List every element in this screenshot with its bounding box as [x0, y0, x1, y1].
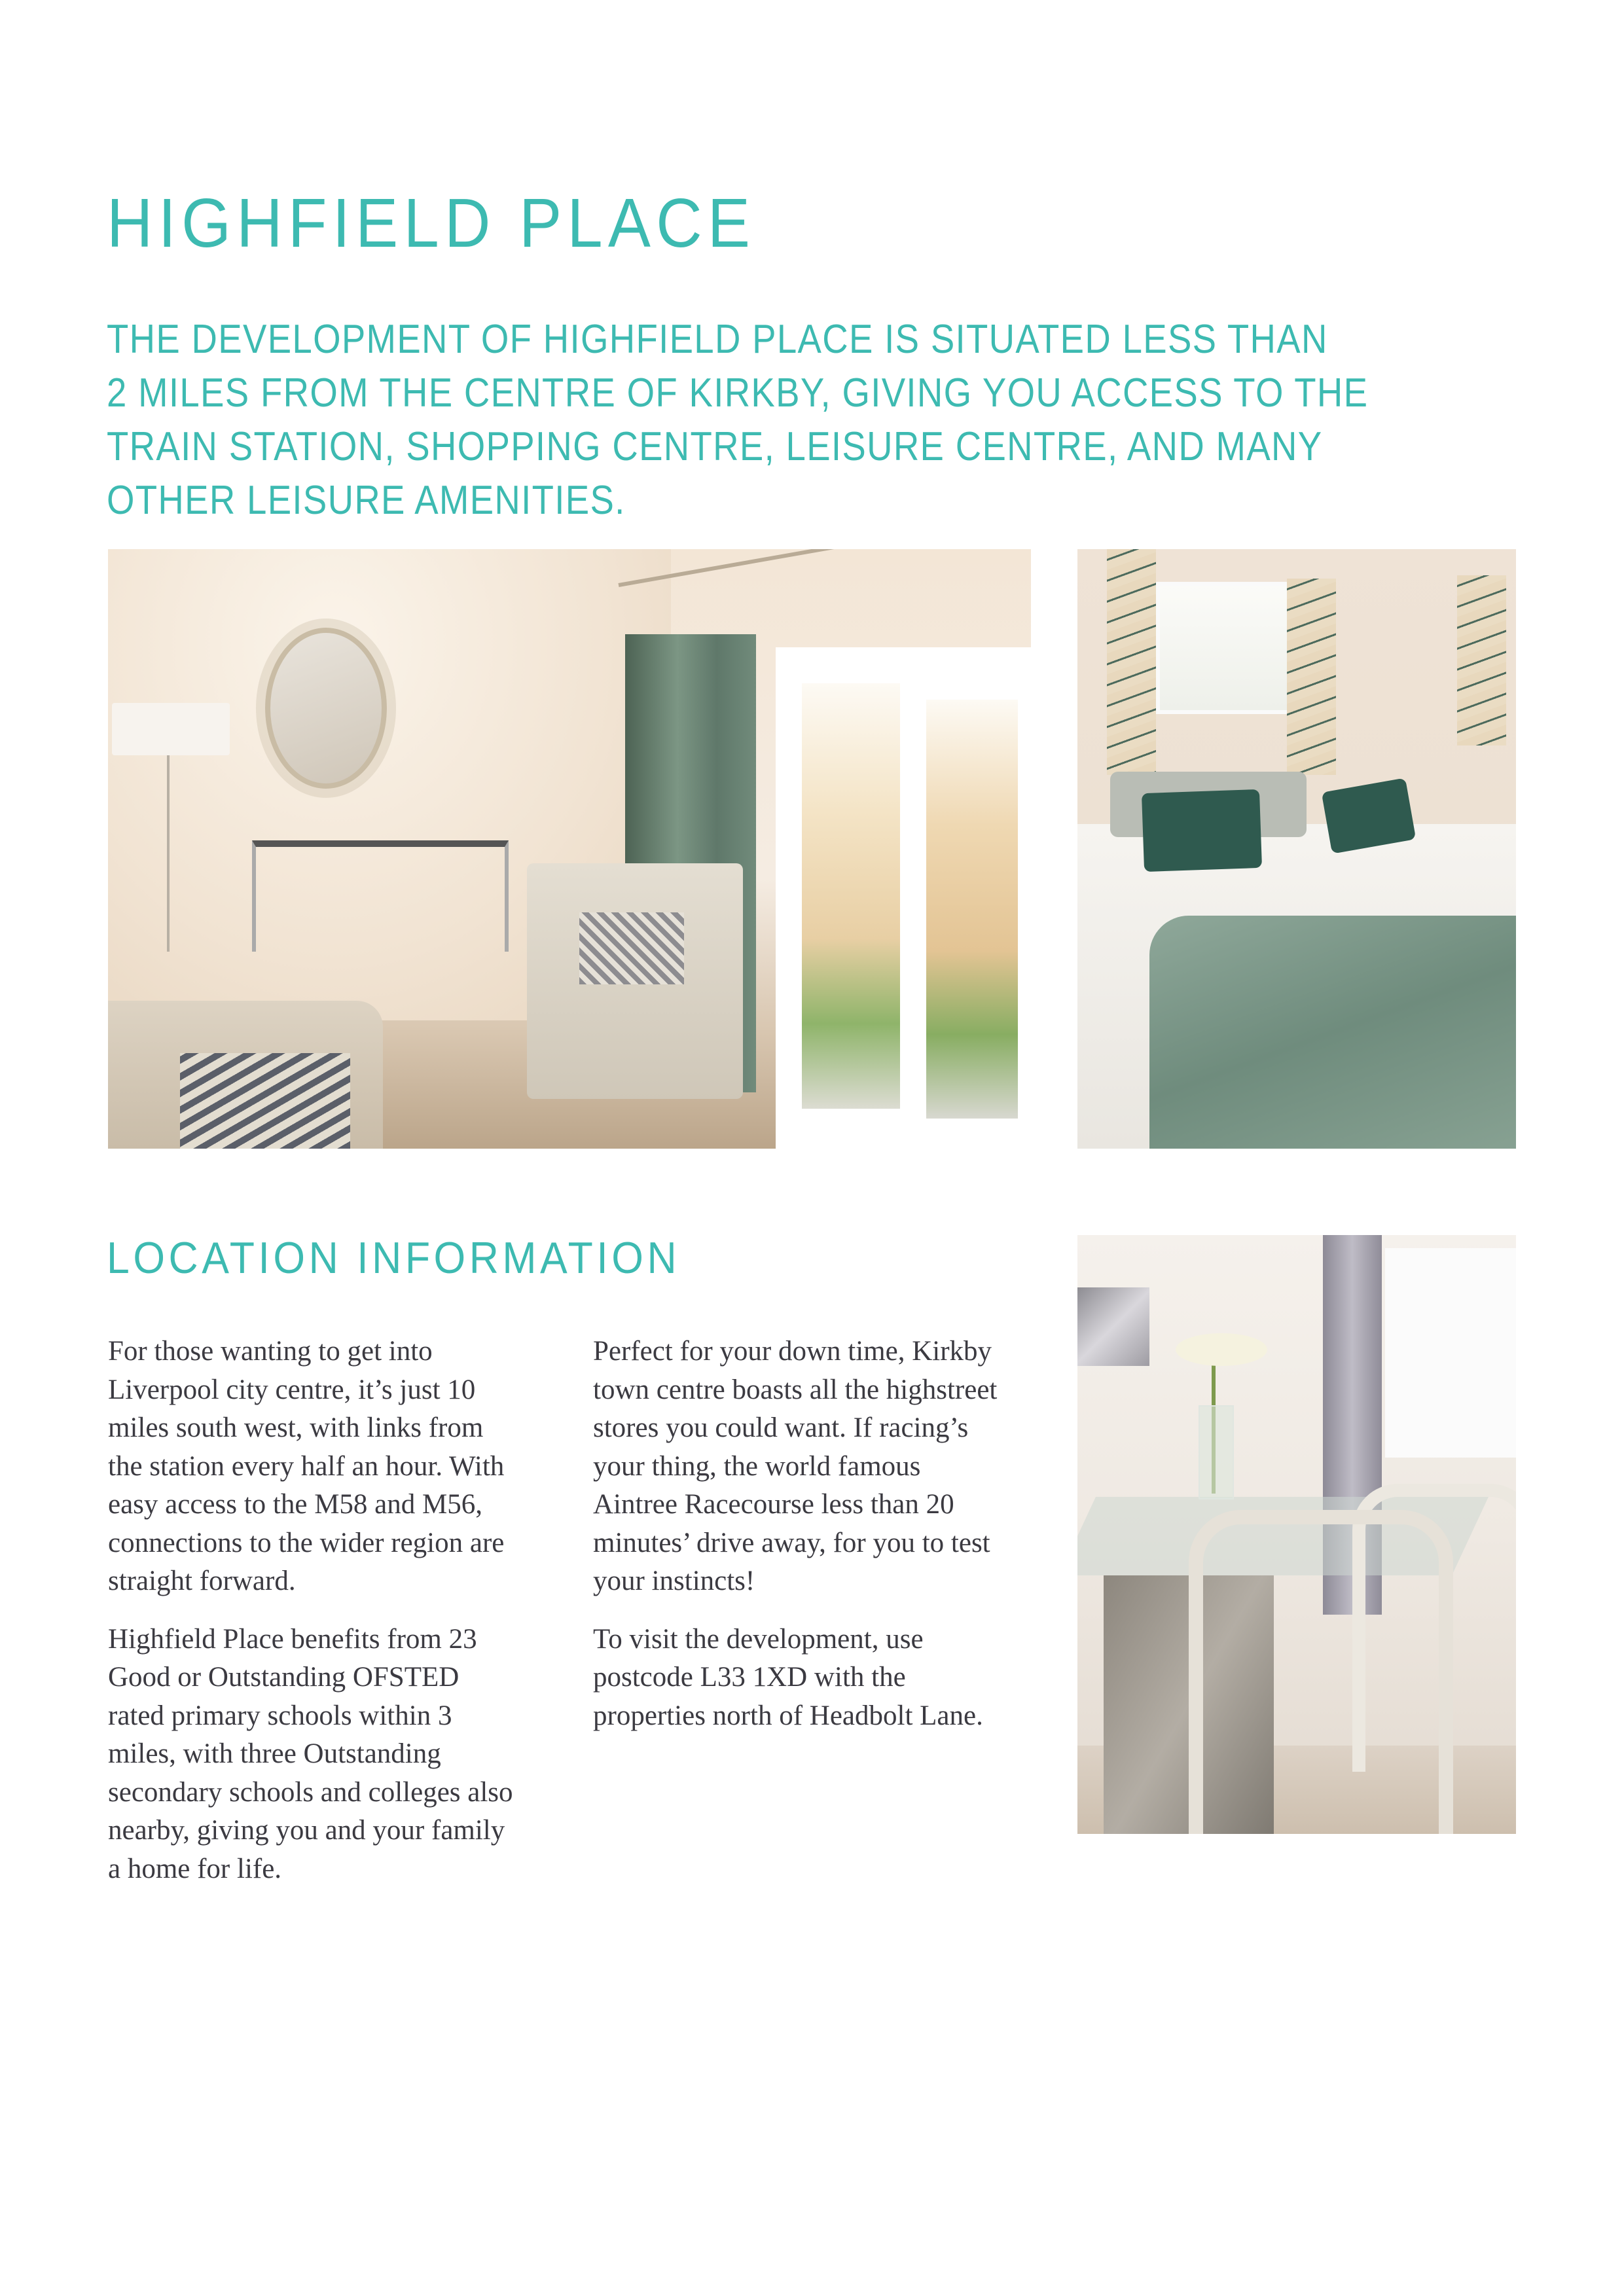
text-line: Highfield Place benefits from 23 [108, 1623, 477, 1655]
dining-chair [1189, 1510, 1453, 1834]
text-column-right [593, 1333, 1051, 1755]
intro-line: OTHER LEISURE AMENITIES. [107, 478, 626, 523]
text-line: the station every half an hour. With [108, 1450, 505, 1482]
text-line: stores you could want. If racing’s [593, 1412, 969, 1443]
text-line: To visit the development, use [593, 1623, 924, 1655]
floral-curtain [1287, 579, 1336, 775]
section-heading: LOCATION INFORMATION [107, 1233, 681, 1283]
paragraph [593, 1333, 1051, 1601]
text-line: straight forward. [108, 1566, 296, 1596]
text-line: properties north of Headbolt Lane. [593, 1700, 983, 1731]
text-line: easy access to the M58 and M56, [108, 1489, 482, 1520]
flowers [1176, 1333, 1267, 1366]
living-room-photo [108, 549, 1031, 1149]
paragraph [593, 1621, 1051, 1736]
teal-cushion [1142, 789, 1262, 872]
text-line: secondary schools and colleges also [108, 1776, 513, 1808]
text-line: town centre boasts all the highstreet [593, 1374, 998, 1405]
text-line: miles south west, with links from [108, 1412, 484, 1443]
text-line: Liverpool city centre, it’s just 10 [108, 1374, 476, 1405]
intro-paragraph [107, 313, 1374, 528]
bedroom-photo [1077, 549, 1516, 1149]
console-table [252, 840, 509, 952]
floral-curtain [1457, 575, 1506, 745]
text-line: Aintree Racecourse less than 20 [593, 1489, 954, 1520]
mirror [265, 628, 387, 789]
wall-art [1077, 1287, 1149, 1366]
text-column-left [108, 1333, 566, 1908]
vase [1199, 1405, 1234, 1499]
dining-room-photo [1077, 1235, 1516, 1834]
floor-lamp-stand [167, 755, 170, 952]
paragraph [108, 1621, 566, 1889]
intro-line: 2 MILES FROM THE CENTRE OF KIRKBY, GIVING YOU ACCESS TO THE [107, 370, 1369, 416]
window [1156, 582, 1295, 714]
text-line: minutes’ drive away, for you to test [593, 1527, 990, 1558]
door-glass [926, 700, 1018, 1119]
text-line: a home for life. [108, 1853, 282, 1884]
intro-line: THE DEVELOPMENT OF HIGHFIELD PLACE IS SITUATED LESS THAN [107, 317, 1328, 362]
door-glass [802, 683, 900, 1109]
text-line: miles, with three Outstanding [108, 1738, 441, 1769]
text-line: connections to the wider region are [108, 1527, 505, 1558]
curtain-rod [618, 549, 1031, 587]
cushion [579, 912, 684, 984]
window [1385, 1248, 1516, 1458]
text-line: rated primary schools within 3 [108, 1700, 452, 1731]
text-line: For those wanting to get into [108, 1336, 433, 1367]
floral-curtain [1107, 549, 1156, 775]
page-title: HIGHFIELD PLACE [107, 185, 756, 262]
text-line: nearby, giving you and your family [108, 1815, 505, 1846]
paragraph [108, 1333, 566, 1601]
floor-lamp-shade [112, 703, 230, 755]
text-line: Perfect for your down time, Kirkby [593, 1336, 992, 1367]
text-line: your instincts! [593, 1566, 755, 1596]
pillow [180, 1053, 350, 1149]
text-line: Good or Outstanding OFSTED [108, 1662, 460, 1693]
text-line: postcode L33 1XD with the [593, 1662, 906, 1693]
text-line: your thing, the world famous [593, 1450, 921, 1482]
green-throw [1149, 916, 1516, 1149]
intro-line: TRAIN STATION, SHOPPING CENTRE, LEISURE CENTRE, AND MANY [107, 424, 1323, 469]
